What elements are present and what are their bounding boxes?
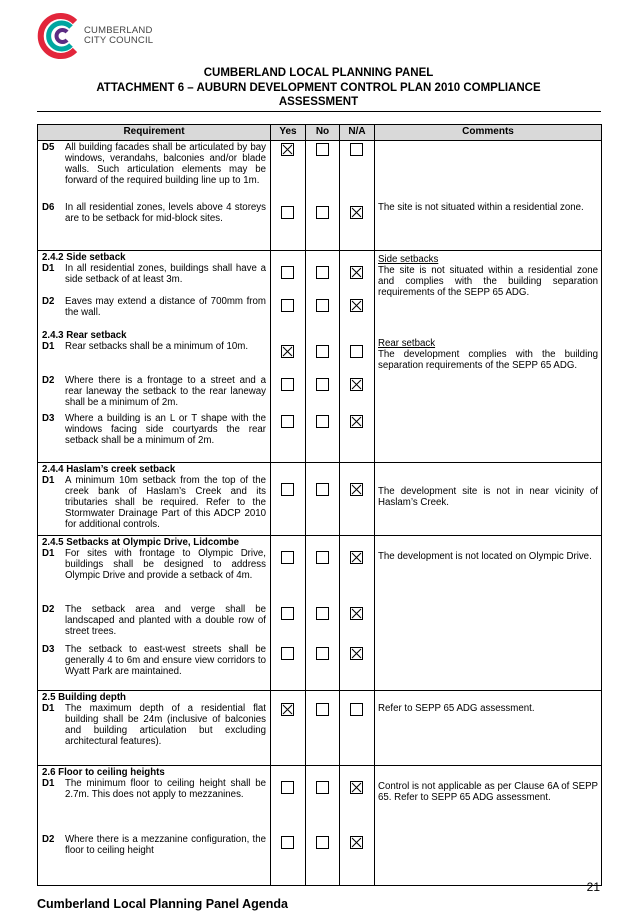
checkbox-yes[interactable]	[281, 378, 294, 391]
checkbox-na[interactable]	[350, 378, 363, 391]
control-text: The setback to east-west streets shall be generally 4 to 6m and ensure view corridors to Wyatt Park are maintained.	[65, 644, 266, 677]
comment-text: The site is not situated within a residential zone and complies with the building separation requirements of the SEPP 65 ADG.	[378, 265, 598, 298]
checkbox-na[interactable]	[350, 607, 363, 620]
control-text: Eaves may extend a distance of 700mm from the wall.	[65, 296, 266, 318]
checkbox-na[interactable]	[350, 703, 363, 716]
checkbox-yes[interactable]	[281, 607, 294, 620]
control-label: D1	[42, 548, 55, 559]
compliance-table	[37, 124, 602, 886]
checkbox-na[interactable]	[350, 299, 363, 312]
control-label: D6	[42, 202, 55, 213]
checkbox-cell-no	[306, 251, 340, 463]
attachment-title-line2: ASSESSMENT	[278, 96, 359, 108]
control-label: D2	[42, 604, 55, 615]
cross-mark-icon	[351, 267, 362, 278]
requirement-item	[42, 375, 266, 408]
comment-heading: Side setbacks	[378, 254, 439, 265]
cross-mark-icon	[351, 837, 362, 848]
col-requirement: Requirement	[38, 125, 271, 141]
checkbox-cell-na	[340, 463, 375, 536]
table-row	[38, 251, 602, 463]
page-number: 21	[586, 880, 600, 894]
comment-text: The development is not located on Olympic Drive.	[378, 551, 592, 562]
checkbox-yes[interactable]	[281, 143, 294, 156]
requirement-item	[42, 341, 266, 352]
footer-agenda-label: Cumberland Local Planning Panel Agenda	[37, 897, 288, 911]
logo-line1: CUMBERLAND	[84, 25, 153, 36]
requirement-item	[42, 703, 266, 747]
comment-heading: Rear setback	[378, 338, 436, 349]
checkbox-cell-no	[306, 691, 340, 766]
table-header-row	[38, 125, 602, 141]
title-divider	[37, 111, 601, 112]
comments-cell	[375, 766, 602, 886]
checkbox-cell-no	[306, 463, 340, 536]
control-label: D1	[42, 341, 55, 352]
checkbox-na[interactable]	[350, 781, 363, 794]
comment-text: Refer to SEPP 65 ADG assessment.	[378, 703, 535, 714]
table-row	[38, 536, 602, 691]
checkbox-cell-no	[306, 536, 340, 691]
checkbox-yes[interactable]	[281, 206, 294, 219]
comments-cell	[375, 536, 602, 691]
checkbox-cell-na	[340, 141, 375, 251]
cross-mark-icon	[351, 207, 362, 218]
comment-block	[378, 202, 598, 213]
table-row	[38, 141, 602, 251]
col-comments: Comments	[375, 125, 602, 141]
requirement-cell	[38, 463, 271, 536]
section-heading: 2.4.3 Rear setback	[42, 330, 127, 341]
checkbox-cell-na	[340, 766, 375, 886]
checkbox-yes[interactable]	[281, 647, 294, 660]
comments-cell	[375, 463, 602, 536]
checkbox-cell-yes	[271, 691, 306, 766]
cross-mark-icon	[351, 552, 362, 563]
comment-block	[378, 338, 598, 371]
col-yes: Yes	[271, 125, 306, 141]
requirement-cell	[38, 536, 271, 691]
comments-cell	[375, 141, 602, 251]
cross-mark-icon	[351, 782, 362, 793]
requirement-cell	[38, 691, 271, 766]
comments-cell	[375, 691, 602, 766]
checkbox-na[interactable]	[350, 483, 363, 496]
checkbox-no[interactable]	[316, 647, 329, 660]
checkbox-no[interactable]	[316, 299, 329, 312]
checkbox-na[interactable]	[350, 647, 363, 660]
requirement-item	[42, 296, 266, 318]
checkbox-cell-yes	[271, 251, 306, 463]
checkbox-na[interactable]	[350, 143, 363, 156]
comment-text: The development complies with the building separation requirements of the SEPP 65 ADG.	[378, 349, 598, 371]
requirement-cell	[38, 251, 271, 463]
control-label: D1	[42, 263, 55, 274]
checkbox-no[interactable]	[316, 781, 329, 794]
checkbox-cell-yes	[271, 141, 306, 251]
checkbox-no[interactable]	[316, 483, 329, 496]
checkbox-cell-na	[340, 691, 375, 766]
checkbox-no[interactable]	[316, 703, 329, 716]
cross-mark-icon	[351, 416, 362, 427]
checkbox-na[interactable]	[350, 266, 363, 279]
requirement-cell	[38, 141, 271, 251]
control-text: The maximum depth of a residential flat building shall be 24m (inclusive of balconies and building articulation but excluding architectural features).	[65, 703, 266, 747]
checkbox-na[interactable]	[350, 206, 363, 219]
control-label: D1	[42, 475, 55, 486]
requirement-item	[42, 644, 266, 677]
checkbox-na[interactable]	[350, 551, 363, 564]
control-label: D3	[42, 413, 55, 424]
control-label: D3	[42, 644, 55, 655]
checkbox-no[interactable]	[316, 143, 329, 156]
checkbox-na[interactable]	[350, 415, 363, 428]
checkbox-cell-yes	[271, 536, 306, 691]
control-text: Where there is a frontage to a street and a rear laneway the setback to the rear laneway shall be a minimum of 2m.	[65, 375, 266, 408]
section-heading: 2.4.2 Side setback	[42, 252, 126, 263]
cross-mark-icon	[282, 704, 293, 715]
comment-block	[378, 781, 598, 803]
checkbox-no[interactable]	[316, 551, 329, 564]
checkbox-yes[interactable]	[281, 836, 294, 849]
requirement-item	[42, 604, 266, 637]
checkbox-yes[interactable]	[281, 345, 294, 358]
control-text: Where there is a mezzanine configuration, the floor to ceiling height	[65, 834, 266, 856]
checkbox-yes[interactable]	[281, 415, 294, 428]
control-text: The setback area and verge shall be landscaped and planted with a double row of street trees.	[65, 604, 266, 637]
control-label: D2	[42, 296, 55, 307]
cross-mark-icon	[351, 608, 362, 619]
cross-mark-icon	[351, 648, 362, 659]
comments-cell	[375, 251, 602, 463]
comment-block	[378, 551, 598, 562]
checkbox-cell-no	[306, 141, 340, 251]
col-na: N/A	[340, 125, 375, 141]
checkbox-cell-no	[306, 766, 340, 886]
cross-mark-icon	[282, 144, 293, 155]
checkbox-cell-yes	[271, 463, 306, 536]
checkbox-yes[interactable]	[281, 266, 294, 279]
control-label: D2	[42, 834, 55, 845]
requirement-item	[42, 263, 266, 285]
checkbox-no[interactable]	[316, 378, 329, 391]
control-text: The minimum floor to ceiling height shall be 2.7m. This does not apply to mezzanines.	[65, 778, 266, 800]
checkbox-no[interactable]	[316, 836, 329, 849]
logo-line2: CITY COUNCIL	[84, 35, 154, 46]
requirement-item	[42, 413, 266, 446]
control-text: A minimum 10m setback from the top of the creek bank of Haslam’s Creek and its tributaries shall be required. Refer to the Stormwater Drainage Part of this ADCP 2010 for additional controls.	[65, 475, 266, 530]
col-no: No	[306, 125, 340, 141]
checkbox-cell-yes	[271, 766, 306, 886]
control-label: D5	[42, 142, 55, 153]
control-text: Where a building is an L or T shape with the windows facing side courtyards the rear setback shall be a minimum of 2m.	[65, 413, 266, 446]
requirement-item	[42, 834, 266, 856]
section-heading: 2.5 Building depth	[42, 692, 126, 703]
attachment-title	[20, 81, 617, 109]
requirement-item	[42, 778, 266, 800]
checkbox-yes[interactable]	[281, 483, 294, 496]
panel-title: CUMBERLAND LOCAL PLANNING PANEL	[203, 67, 434, 79]
checkbox-na[interactable]	[350, 836, 363, 849]
control-label: D2	[42, 375, 55, 386]
requirement-item	[42, 142, 266, 186]
cross-mark-icon	[282, 346, 293, 357]
table-row	[38, 691, 602, 766]
comment-text: The site is not situated within a residential zone.	[378, 202, 584, 213]
checkbox-no[interactable]	[316, 607, 329, 620]
checkbox-cell-na	[340, 251, 375, 463]
requirement-item	[42, 202, 266, 224]
cross-mark-icon	[351, 300, 362, 311]
cross-mark-icon	[351, 484, 362, 495]
checkbox-no[interactable]	[316, 266, 329, 279]
comment-block	[378, 703, 598, 714]
checkbox-yes[interactable]	[281, 781, 294, 794]
logo-mark-icon	[37, 12, 85, 60]
table-row	[38, 463, 602, 536]
requirement-item	[42, 475, 266, 530]
control-label: D1	[42, 778, 55, 789]
requirement-cell	[38, 766, 271, 886]
section-heading: 2.6 Floor to ceiling heights	[42, 767, 165, 778]
checkbox-no[interactable]	[316, 206, 329, 219]
comment-block	[378, 254, 598, 298]
checkbox-yes[interactable]	[281, 551, 294, 564]
control-text: In all residential zones, levels above 4 storeys are to be setback for mid-block sites.	[65, 202, 266, 224]
council-logo	[37, 8, 197, 64]
comment-text: The development site is not in near vicinity of Haslam’s Creek.	[378, 486, 598, 508]
checkbox-no[interactable]	[316, 415, 329, 428]
section-heading: 2.4.4 Haslam’s creek setback	[42, 464, 176, 475]
checkbox-cell-na	[340, 536, 375, 691]
control-text: In all residential zones, buildings shall have a side setback of at least 3m.	[65, 263, 266, 285]
checkbox-na[interactable]	[350, 345, 363, 358]
requirement-item	[42, 548, 266, 581]
cross-mark-icon	[351, 379, 362, 390]
table-row	[38, 766, 602, 886]
control-text: All building facades shall be articulated by bay windows, verandahs, balconies and/or blade walls. Such articulation elements may be forward of the required building line up to 1m.	[65, 142, 266, 186]
attachment-title-line1: ATTACHMENT 6 – AUBURN DEVELOPMENT CONTROL PLAN 2010 COMPLIANCE	[96, 82, 541, 94]
control-label: D1	[42, 703, 55, 714]
section-heading: 2.4.5 Setbacks at Olympic Drive, Lidcombe	[42, 537, 240, 548]
comment-text: Control is not applicable as per Clause 6A of SEPP 65. Refer to SEPP 65 ADG assessment.	[378, 781, 598, 803]
checkbox-yes[interactable]	[281, 299, 294, 312]
checkbox-yes[interactable]	[281, 703, 294, 716]
comment-block	[378, 486, 598, 508]
control-text: Rear setbacks shall be a minimum of 10m.	[65, 341, 249, 352]
control-text: For sites with frontage to Olympic Drive, buildings shall be designed to address Olympic Drive and provide a setback of 4m.	[65, 548, 266, 581]
checkbox-no[interactable]	[316, 345, 329, 358]
